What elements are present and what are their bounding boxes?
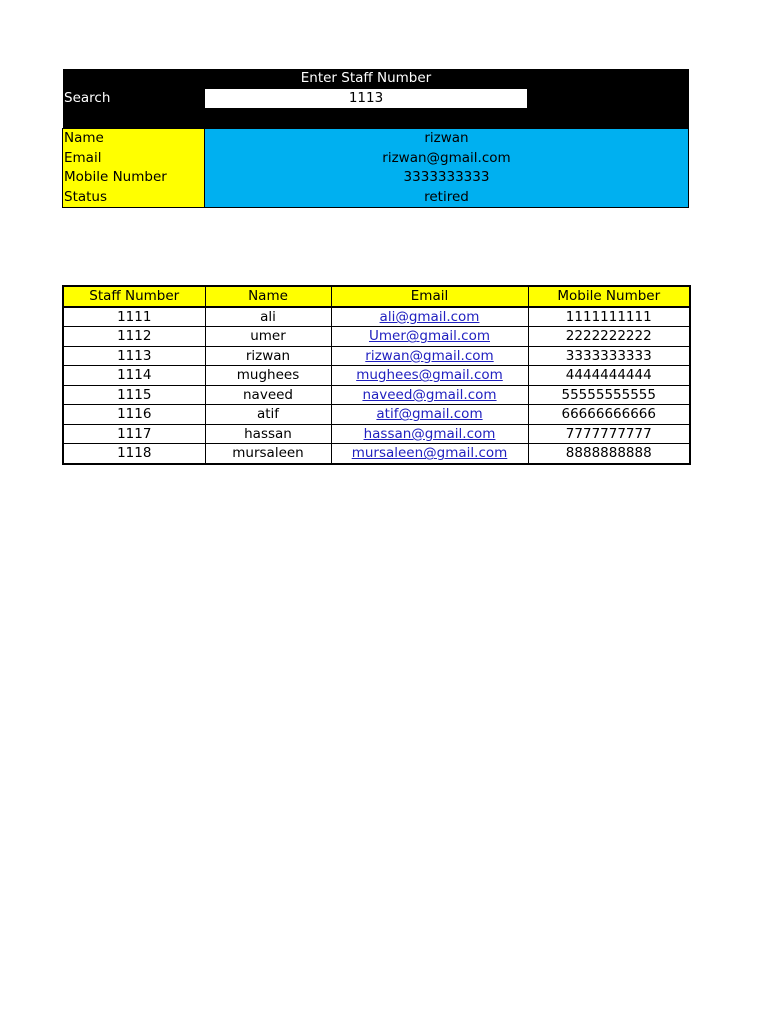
- table-header-row: [63, 286, 690, 307]
- search-label: Search: [64, 90, 111, 106]
- status-label: Status: [64, 188, 108, 205]
- email-cell: [331, 385, 528, 405]
- email-value: rizwan@gmail.com: [382, 149, 511, 166]
- email-link[interactable]: hassan@gmail.com: [363, 425, 496, 442]
- mobile-number-cell: 8888888888: [528, 444, 690, 464]
- email-cell: [331, 444, 528, 464]
- email-link[interactable]: ali@gmail.com: [379, 308, 480, 325]
- name-cell: ali: [205, 307, 331, 327]
- mobile-number-cell: 1111111111: [528, 307, 690, 327]
- header-staff-number: Staff Number: [63, 286, 205, 307]
- email-link[interactable]: atif@gmail.com: [376, 406, 483, 423]
- mobile-number-cell: 7777777777: [528, 424, 690, 444]
- mobile-number-cell: 2222222222: [528, 327, 690, 347]
- staff-number-cell: 1116: [63, 405, 205, 425]
- table-row: [63, 444, 690, 464]
- mobile-number-cell: 3333333333: [528, 346, 690, 366]
- result-values: [205, 129, 688, 207]
- email-link[interactable]: rizwan@gmail.com: [365, 347, 494, 364]
- email-cell: [331, 366, 528, 386]
- table-row: [63, 385, 690, 405]
- email-link[interactable]: mughees@gmail.com: [356, 367, 503, 384]
- email-cell: [331, 424, 528, 444]
- staff-number-cell: 1118: [63, 444, 205, 464]
- header-name: Name: [205, 286, 331, 307]
- email-cell: [331, 327, 528, 347]
- email-cell: [331, 307, 528, 327]
- staff-number-cell: 1112: [63, 327, 205, 347]
- table-row: [63, 307, 690, 327]
- name-cell: umer: [205, 327, 331, 347]
- mobile-number-cell: 55555555555: [528, 385, 690, 405]
- mobile-number-value: 3333333333: [403, 169, 490, 185]
- email-link[interactable]: Umer@gmail.com: [368, 328, 490, 345]
- staff-number-input[interactable]: [205, 89, 527, 108]
- email-link[interactable]: naveed@gmail.com: [362, 386, 497, 403]
- name-cell: atif: [205, 405, 331, 425]
- table-row: [63, 327, 690, 347]
- email-label: Email: [64, 149, 102, 166]
- staff-number-cell: 1111: [63, 307, 205, 327]
- mobile-number-cell: 4444444444: [528, 366, 690, 386]
- mobile-number-cell: 66666666666: [528, 405, 690, 425]
- name-cell: rizwan: [205, 346, 331, 366]
- search-prompt: Enter Staff Number: [300, 70, 432, 86]
- email-link[interactable]: mursaleen@gmail.com: [351, 445, 508, 462]
- mobile-number-label: Mobile Number: [64, 169, 167, 185]
- name-cell: mughees: [205, 366, 331, 386]
- result-labels: [63, 129, 205, 207]
- header-email: Email: [331, 286, 528, 307]
- email-cell: [331, 346, 528, 366]
- table-row: [63, 366, 690, 386]
- lookup-result-panel: [62, 128, 689, 208]
- staff-number-cell: 1115: [63, 385, 205, 405]
- status-value: retired: [424, 188, 469, 205]
- staff-number-cell: 1114: [63, 366, 205, 386]
- staff-number-cell: 1117: [63, 424, 205, 444]
- staff-table: [62, 285, 691, 465]
- table-row: [63, 405, 690, 425]
- name-label: Name: [64, 130, 104, 146]
- name-value: rizwan: [424, 130, 469, 146]
- search-panel: [63, 69, 689, 128]
- staff-number-cell: 1113: [63, 346, 205, 366]
- header-mobile-number: Mobile Number: [528, 286, 690, 307]
- table-row: [63, 346, 690, 366]
- name-cell: naveed: [205, 385, 331, 405]
- name-cell: mursaleen: [205, 444, 331, 464]
- name-cell: hassan: [205, 424, 331, 444]
- email-cell: [331, 405, 528, 425]
- table-row: [63, 424, 690, 444]
